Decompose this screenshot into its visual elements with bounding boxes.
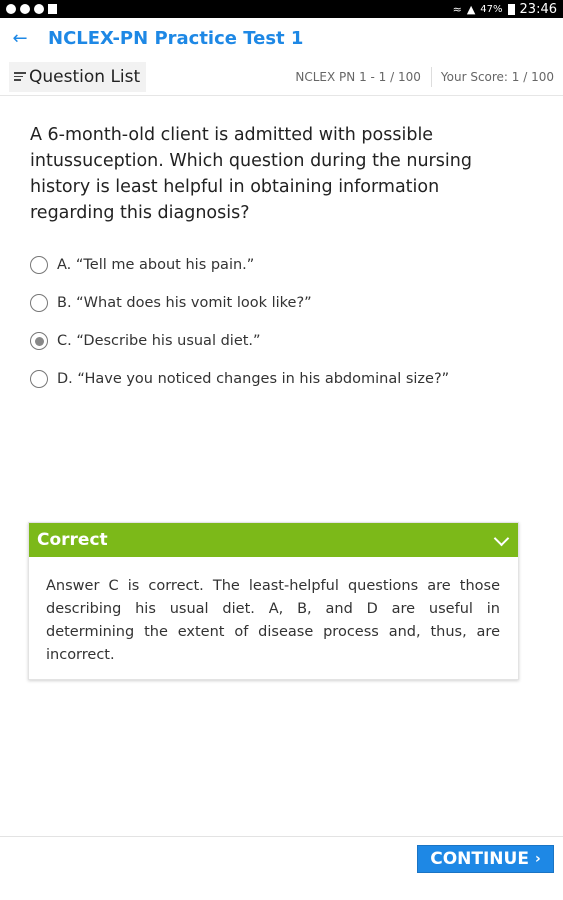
- notification-icon: [20, 4, 30, 14]
- result-header[interactable]: [29, 523, 518, 557]
- sub-bar: [0, 58, 563, 96]
- answer-options: [30, 246, 530, 398]
- page-title: NCLEX-PN Practice Test 1: [48, 27, 304, 49]
- notification-icon: [6, 4, 16, 14]
- battery-percent: 47%: [480, 3, 503, 15]
- wifi-icon: ≈: [452, 2, 462, 16]
- radio-button[interactable]: [30, 256, 48, 274]
- list-icon: [14, 70, 26, 83]
- radio-button-selected[interactable]: [30, 332, 48, 350]
- result-card: [28, 522, 519, 680]
- option-label: D. “Have you noticed changes in his abdominal size?”: [57, 371, 450, 387]
- divider: [0, 836, 563, 837]
- option-a[interactable]: [30, 246, 530, 284]
- system-icons: [453, 2, 557, 17]
- status-bar: [0, 0, 563, 18]
- notification-icon: [48, 4, 57, 14]
- signal-icon: ▲: [466, 2, 476, 16]
- continue-label: CONTINUE: [430, 849, 529, 869]
- clock: 23:46: [519, 1, 557, 17]
- option-c[interactable]: [30, 322, 530, 360]
- question-list-label: Question List: [29, 66, 141, 87]
- radio-button[interactable]: [30, 294, 48, 312]
- continue-button[interactable]: [417, 845, 554, 873]
- option-label: B. “What does his vomit look like?”: [57, 295, 312, 311]
- test-progress: NCLEX PN 1 - 1 / 100: [295, 67, 432, 87]
- result-title: Correct: [37, 530, 108, 550]
- chevron-down-icon[interactable]: [494, 533, 508, 547]
- app-bar: [0, 18, 563, 58]
- question-text: A 6-month-old client is admitted with possible intussuception. Which question during the nursing history is least helpful in obtaining information regarding this diagnosis?: [30, 125, 472, 223]
- option-label: A. “Tell me about his pain.”: [57, 257, 255, 273]
- option-b[interactable]: [30, 284, 530, 322]
- back-arrow-icon[interactable]: ←: [12, 27, 28, 49]
- result-explanation: Answer C is correct. The least-helpful questions are those describing his usual diet. A, B, and D are useful in determining the extent of disease process and, thus, are incorrect.: [46, 578, 500, 663]
- radio-button[interactable]: [30, 370, 48, 388]
- question-list-button[interactable]: [9, 62, 146, 92]
- option-d[interactable]: [30, 360, 530, 398]
- option-label: C. “Describe his usual diet.”: [57, 333, 261, 349]
- score-display: Your Score: 1 / 100: [440, 69, 554, 84]
- battery-icon: [508, 4, 515, 15]
- notification-icon: [34, 4, 44, 14]
- notification-icons: [6, 4, 57, 14]
- chevron-right-icon: ›: [534, 851, 541, 867]
